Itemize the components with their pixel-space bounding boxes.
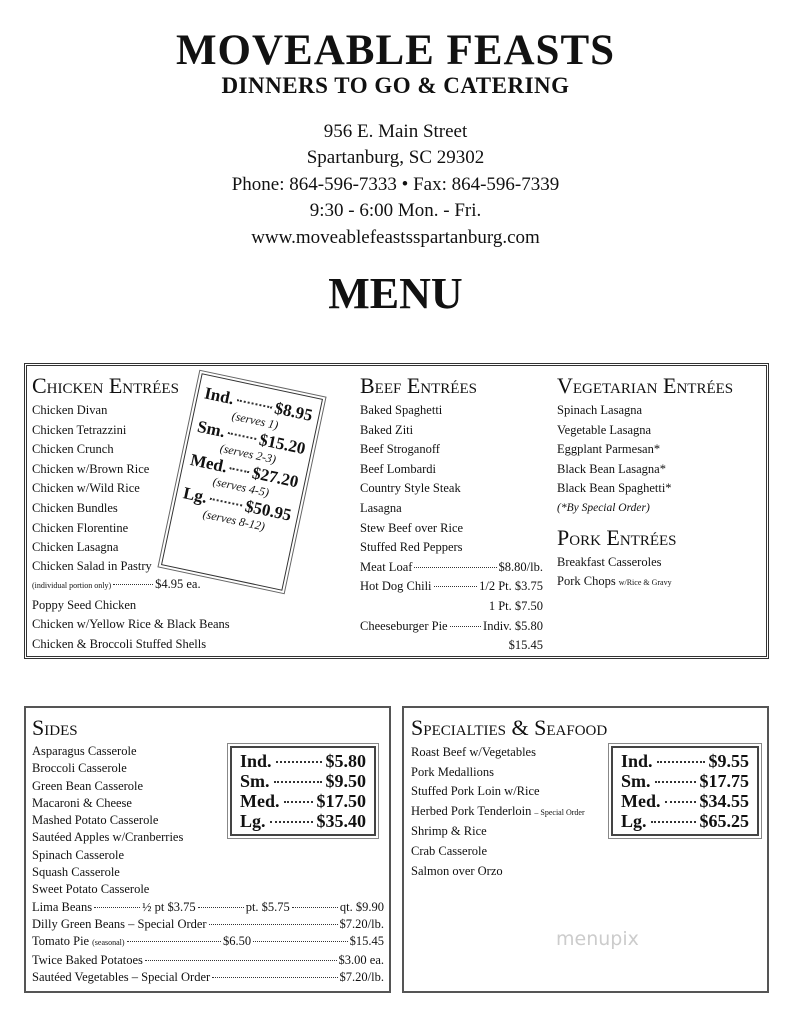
menu-item: [32, 615, 352, 635]
dot-leader: [284, 801, 313, 803]
restaurant-tagline: DINNERS TO GO & CATERING: [221, 73, 570, 98]
item-name: Breakfast Casseroles: [557, 554, 662, 569]
specialties-section: [411, 716, 621, 881]
size-price-row: [240, 751, 366, 771]
dot-leader: [230, 467, 250, 473]
menu-item: [32, 952, 384, 969]
menu-item: [360, 558, 543, 578]
item-name: Beef Stroganoff: [360, 442, 440, 457]
item-price: $7.20/lb.: [339, 916, 384, 931]
vegetarian-heading: Vegetarian Entrées: [557, 373, 734, 398]
beef-heading: Beef Entrées: [360, 373, 477, 398]
size-label: Med.: [621, 791, 661, 811]
item-price: Indiv. $5.80: [483, 618, 543, 633]
dot-leader: [276, 761, 322, 763]
menu-item: [32, 575, 352, 596]
street-address: 956 E. Main Street: [323, 121, 468, 142]
item-name: Roast Beef w/Vegetables: [411, 745, 536, 759]
menu-item: [32, 847, 384, 864]
serves-note: (serves 1): [230, 408, 280, 433]
size-label: Lg.: [181, 483, 210, 507]
size-label: Ind.: [240, 751, 272, 771]
item-price: $15.45: [508, 638, 543, 653]
beef-section: [360, 374, 543, 656]
menu-item: [32, 969, 384, 986]
item-note: w/Rice & Gravy: [618, 578, 672, 588]
item-name: Stuffed Red Peppers: [360, 540, 463, 555]
item-price: $3.00 ea.: [338, 952, 384, 967]
menu-item: [360, 460, 543, 480]
size-price-row: [621, 771, 749, 791]
item-price: pt. $5.75: [245, 899, 290, 914]
menu-item: [32, 933, 384, 951]
menu-item: [411, 743, 621, 763]
dot-leader: [450, 626, 481, 627]
menu-item: [411, 862, 621, 882]
item-name: Broccoli Casserole: [32, 761, 127, 776]
dot-leader: [655, 781, 696, 783]
menu-item: [411, 842, 621, 862]
item-price: 1 Pt. $7.50: [488, 598, 543, 613]
size-price: $17.50: [316, 791, 366, 811]
size-price: $27.20: [250, 463, 301, 492]
vegetarian-section: [557, 374, 762, 593]
size-label: Sm.: [621, 771, 651, 791]
menu-item: [32, 881, 384, 898]
menu-title: MENU: [328, 269, 463, 318]
dot-leader: [253, 941, 347, 942]
dot-leader: [292, 907, 338, 908]
item-name: Chicken Tetrazzini: [32, 422, 127, 437]
item-name: Chicken w/Yellow Rice & Black Beans: [32, 617, 230, 632]
dot-leader: [274, 781, 322, 783]
menu-item: [557, 553, 762, 573]
item-name: Green Bean Casserole: [32, 778, 144, 793]
item-note: – Special Order: [534, 807, 585, 817]
size-price-row: [240, 811, 366, 831]
item-name: Stuffed Pork Loin w/Rice: [411, 784, 540, 799]
size-price: $35.40: [316, 811, 366, 831]
item-price: 1/2 Pt. $3.75: [479, 579, 543, 594]
item-name: Baked Spaghetti: [360, 403, 443, 417]
dot-leader: [210, 498, 243, 507]
size-price: $17.75: [699, 771, 749, 791]
menupix-watermark: menupix: [556, 928, 639, 950]
dot-leader: [127, 941, 221, 942]
menu-item: [411, 782, 621, 802]
item-name: Chicken Florentine: [32, 520, 129, 535]
sides-price-box: [230, 746, 376, 836]
menu-item: [557, 421, 762, 441]
city-state-zip: Spartanburg, SC 29302: [306, 147, 485, 168]
item-name: Salmon over Orzo: [411, 863, 503, 878]
item-price: $7.20/lb.: [339, 969, 384, 984]
item-name: Meat Loaf: [360, 559, 413, 574]
item-name: Chicken Salad in Pastry: [32, 558, 152, 573]
item-name: Sautéed Apples w/Cranberries: [32, 830, 184, 845]
item-name: Pork Medallions: [411, 764, 494, 779]
item-name: Herbed Pork Tenderloin: [411, 803, 532, 818]
dot-leader: [198, 907, 244, 908]
item-price: ½ pt $3.75: [142, 899, 196, 914]
item-name: Hot Dog Chili: [360, 579, 432, 594]
menu-item: [32, 916, 384, 933]
specialties-heading: Specialties & Seafood: [411, 715, 608, 740]
menu-item: [557, 401, 762, 421]
item-name: Cheeseburger Pie: [360, 618, 448, 633]
dot-leader: [657, 761, 705, 763]
menu-item: [557, 572, 762, 593]
menu-item: [557, 440, 762, 460]
menu-item: [360, 440, 543, 460]
size-label: Lg.: [621, 811, 647, 831]
item-name: Poppy Seed Chicken: [32, 597, 137, 612]
size-label: Med.: [240, 791, 280, 811]
hours: 9:30 - 6:00 Mon. - Fri.: [309, 200, 482, 221]
item-name: Sautéed Vegetables – Special Order: [32, 969, 211, 984]
menu-item: [557, 499, 762, 519]
item-name: Pork Chops: [557, 574, 616, 589]
size-price: $5.80: [325, 751, 366, 771]
item-name: Sweet Potato Casserole: [32, 882, 150, 897]
item-name: Spinach Lasagna: [557, 403, 643, 417]
item-name: Tomato Pie: [32, 934, 90, 949]
menu-item: [411, 822, 621, 842]
menu-item: [411, 802, 621, 823]
menu-item: [32, 635, 352, 655]
item-name: Country Style Steak: [360, 481, 461, 496]
serves-note: (serves 4-5): [211, 474, 271, 500]
item-name: Lasagna: [360, 500, 402, 515]
item-name: Mashed Potato Casserole: [32, 813, 159, 828]
size-price-row: [240, 771, 366, 791]
restaurant-name: MOVEABLE FEASTS: [175, 27, 616, 74]
menu-item: [360, 617, 543, 637]
dot-leader: [236, 399, 272, 408]
item-name: Squash Casserole: [32, 865, 120, 880]
menu-item: [557, 460, 762, 480]
item-name: Black Bean Spaghetti*: [557, 481, 672, 496]
size-price: $65.25: [699, 811, 749, 831]
item-name: Crab Casserole: [411, 843, 488, 858]
size-price: $15.20: [257, 429, 308, 459]
item-name: Stew Beef over Rice: [360, 520, 464, 535]
chicken-heading: Chicken Entrées: [32, 373, 179, 398]
menu-item: [360, 519, 543, 539]
dot-leader: [228, 432, 257, 440]
menu-item: [360, 421, 543, 441]
sides-heading: Sides: [32, 715, 78, 740]
dot-leader: [414, 567, 496, 568]
size-label: Ind.: [621, 751, 653, 771]
size-price: $9.55: [708, 751, 749, 771]
item-name: Spinach Casserole: [32, 847, 124, 862]
size-label: Sm.: [240, 771, 270, 791]
dot-leader: [209, 924, 338, 925]
size-label: Med.: [188, 450, 230, 477]
item-name: (*By Special Order): [557, 501, 650, 514]
item-price: $4.95 ea.: [155, 577, 201, 592]
menu-item: [360, 499, 543, 519]
menu-item: [360, 636, 543, 656]
menu-item: [360, 479, 543, 499]
dot-leader: [113, 584, 153, 585]
size-label: Ind.: [202, 383, 236, 409]
dot-leader: [665, 801, 696, 803]
item-price: qt. $9.90: [339, 899, 384, 914]
size-label: Sm.: [195, 416, 227, 442]
menu-item: [360, 401, 543, 421]
serves-note: (serves 2-3): [218, 440, 278, 467]
item-name: Chicken & Broccoli Stuffed Shells: [32, 636, 207, 651]
dot-leader: [434, 586, 478, 587]
item-name: Dilly Green Beans – Special Order: [32, 916, 207, 931]
size-price: $50.95: [243, 496, 294, 525]
menu-item: [32, 899, 384, 916]
item-name: Baked Ziti: [360, 422, 414, 437]
item-name: Asparagus Casserole: [32, 744, 137, 758]
specialties-price-box: [611, 746, 759, 836]
dot-leader: [212, 977, 337, 978]
item-note: (seasonal): [92, 938, 125, 948]
item-price: $6.50: [223, 934, 252, 949]
item-price: $8.80/lb.: [498, 559, 543, 574]
dot-leader: [651, 821, 696, 823]
menu-item: [360, 597, 543, 617]
item-name: Black Bean Lasagna*: [557, 461, 666, 476]
item-name: Macaroni & Cheese: [32, 795, 132, 810]
size-price: $34.55: [699, 791, 749, 811]
dot-leader: [94, 907, 140, 908]
phone-fax: Phone: 864-596-7333 • Fax: 864-596-7339: [231, 174, 560, 195]
item-name: Eggplant Parmesan*: [557, 442, 661, 457]
menu-item: [411, 763, 621, 783]
size-price: $9.50: [325, 771, 366, 791]
item-name: Chicken Divan: [32, 403, 108, 417]
menu-item: [360, 577, 543, 597]
item-name: (individual portion only): [32, 581, 112, 591]
serves-note: (serves 8-12): [201, 506, 267, 534]
item-name: Chicken Lasagna: [32, 540, 119, 555]
website-link[interactable]: www.moveablefeastsspartanburg.com: [251, 227, 540, 248]
item-name: Chicken Bundles: [32, 500, 118, 515]
size-price-row: [621, 791, 749, 811]
dot-leader: [145, 960, 337, 961]
item-name: Chicken Crunch: [32, 442, 114, 457]
menu-item: [360, 538, 543, 558]
item-price: $15.45: [349, 934, 385, 949]
item-name: Lima Beans: [32, 899, 93, 914]
pork-heading: Pork Entrées: [557, 524, 677, 550]
item-name: Twice Baked Potatoes: [32, 952, 143, 967]
item-name: Chicken w/Brown Rice: [32, 461, 150, 476]
size-price-row: [240, 791, 366, 811]
menu-item: [32, 864, 384, 881]
size-price-row: [621, 751, 749, 771]
item-name: Chicken w/Wild Rice: [32, 481, 140, 496]
item-name: Beef Lombardi: [360, 461, 437, 476]
size-label: Lg.: [240, 811, 266, 831]
menu-item: [557, 479, 762, 499]
size-price-row: [621, 811, 749, 831]
item-name: Shrimp & Rice: [411, 824, 487, 839]
dot-leader: [270, 821, 313, 823]
size-price: $8.95: [272, 398, 315, 425]
menu-item: [32, 596, 352, 616]
item-name: Vegetable Lasagna: [557, 422, 652, 437]
